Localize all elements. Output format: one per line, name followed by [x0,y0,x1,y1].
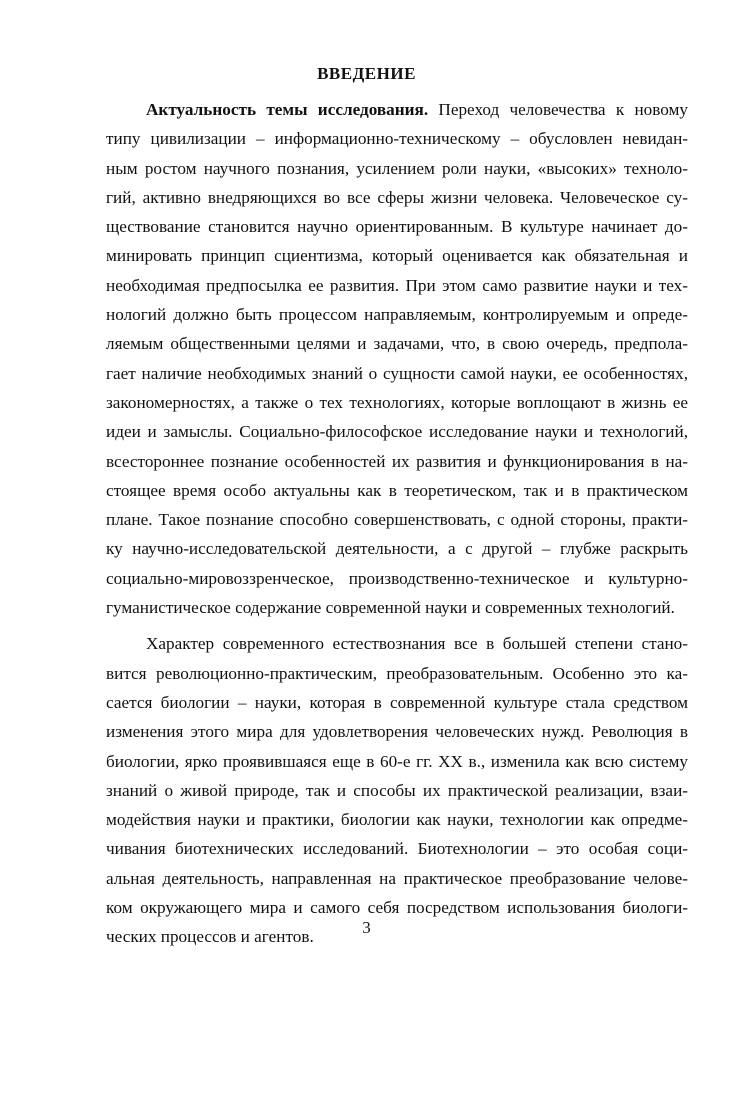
paragraph-1-line: гуманистическое содержание современной науки и современных технологий. [106,598,675,618]
paragraph-lead: Актуальность темы исследования. [146,100,429,119]
paragraph-1-line-1 [106,95,688,124]
paragraph-1-line: необходимая предпосылка ее развития. При этом само развитие науки и тех- [106,275,688,295]
paragraph-1-line: социально-мировоззренческое, производственно-техническое и культурно- [106,568,688,588]
paragraph-1-line: ляемым общественными целями и задачами, что, в свою очередь, предпола- [106,334,688,354]
paragraph-2-line: альная деятельность, направленная на практическое преобразование челове- [106,868,688,888]
paragraph-2-line: Характер современного естествознания все в большей степени стано- [146,634,688,654]
paragraph-2-line: чивания биотехнических исследований. Биотехнологии – это особая соци- [106,839,688,859]
paragraph-1-line: типу цивилизации – информационно-техническому – обусловлен невидан- [106,129,688,149]
paragraph-2-line: вится революционно-практическим, преобразовательным. Особенно это ка- [106,663,688,683]
paragraph-2-line: знаний о живой природе, так и способы их практической реализации, взаи- [106,780,688,800]
paragraph-2-line: биологии, ярко проявившаяся еще в 60-е гг. XX в., изменила как всю систему [106,751,688,771]
paragraph-1-line: идеи и замыслы. Социально-философское исследование науки и технологий, [106,422,688,442]
paragraph-2-line: ческих процессов и агентов. [106,927,314,947]
paragraph-2-line: изменения этого мира для удовлетворения человеческих нужд. Революция в [106,722,688,742]
section-heading: ВВЕДЕНИЕ [317,64,416,83]
paragraph-1-line-1-text: Переход человечества к новому [428,100,688,119]
paragraph-1-line: гает наличие необходимых знаний о сущности самой науки, ее особенностях, [106,363,688,383]
paragraph-2-line: ком окружающего мира и самого себя посредством использования биологи- [106,898,688,918]
paragraph-gap [106,622,688,629]
paragraph-2-line: сается биологии – науки, которая в современной культуре стала средством [106,692,688,712]
paragraph-1-line: ным ростом научного познания, усилением роли науки, «высоких» техноло- [106,158,688,178]
paragraph-1-line: закономерностях, а также о тех технологиях, которые воплощают в жизнь ее [106,392,688,412]
paragraph-1-line: всестороннее познание особенностей их развития и функционирования в на- [106,451,688,471]
paragraph-1-line: ку научно-исследовательской деятельности, а с другой – глубже раскрыть [106,539,688,559]
paragraph-1-line: стоящее время особо актуальны как в теоретическом, так и в практическом [106,480,688,500]
paragraph-1-line: минировать принцип сциентизма, который оценивается как обязательная и [106,246,688,266]
paragraph-1-line: плане. Такое познание способно совершенствовать, с одной стороны, практи- [106,510,688,530]
page-number: 3 [362,918,371,937]
paragraph-1-line: гий, активно внедряющихся во все сферы жизни человека. Человеческое су- [106,187,688,207]
paragraph-1-line: нологий должно быть процессом направляемым, контролируемым и опреде- [106,305,688,325]
paragraph-1-line: ществование становится научно ориентированным. В культуре начинает до- [106,217,688,237]
body-text [106,95,688,952]
paragraph-2-line: модействия науки и практики, биологии как науки, технологии как опредме- [106,810,688,830]
